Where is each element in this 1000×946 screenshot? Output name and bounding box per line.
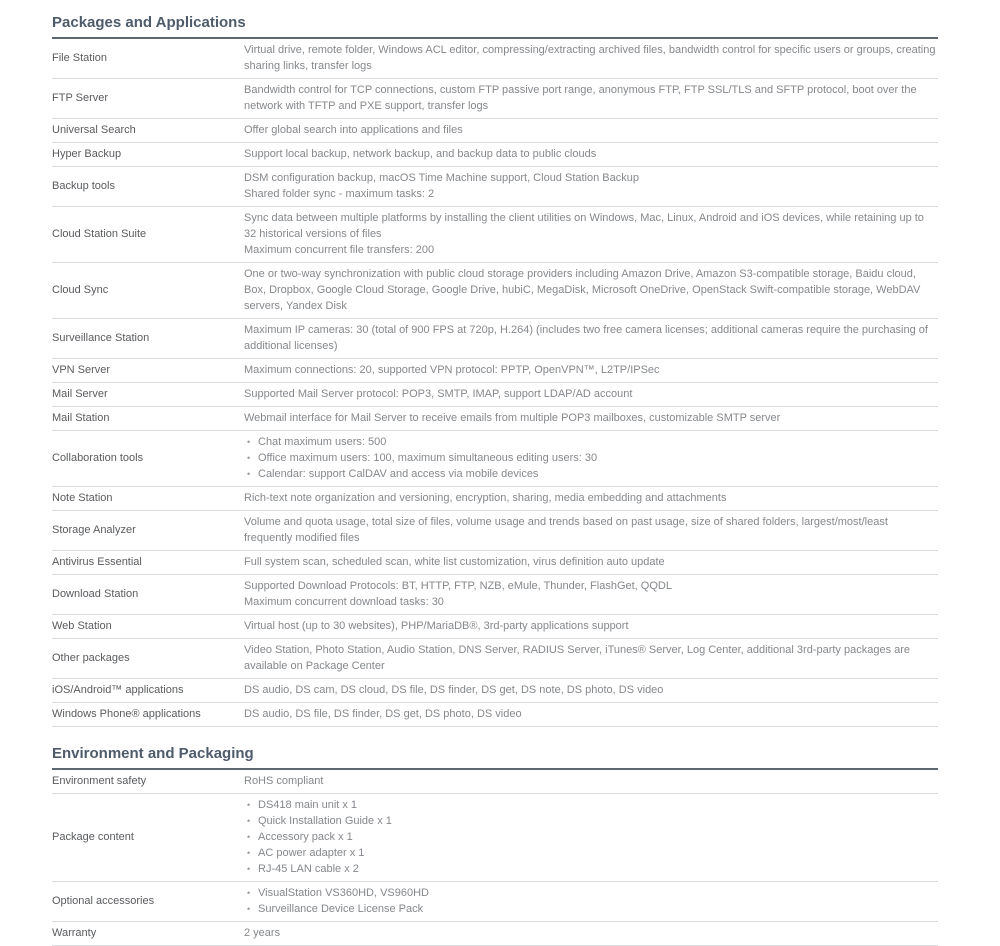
spec-row-label: Note Station: [52, 491, 113, 504]
spec-row-value: [244, 513, 938, 547]
spec-row-label: Universal Search: [52, 123, 136, 136]
spec-row: [52, 770, 938, 794]
bullet-list: [244, 434, 936, 482]
spec-row-label: Package content: [52, 830, 134, 843]
spec-row-value: [244, 385, 938, 403]
spec-row-label: Storage Analyzer: [52, 523, 136, 536]
value-line: Maximum concurrent download tasks: 30: [244, 596, 444, 608]
spec-row-value: [244, 681, 938, 699]
bullet-text: AC power adapter x 1: [258, 847, 365, 859]
spec-row-label: FTP Server: [52, 91, 109, 104]
bullet-icon: •: [247, 864, 251, 874]
spec-row: [52, 575, 938, 615]
spec-row-label: Other packages: [52, 651, 130, 664]
value-line: Volume and quota usage, total size of files, volume usage and trends based on past usage, size of shared folders, largest/most/least frequently modified files: [244, 516, 888, 544]
value-line: Offer global search into applications and files: [244, 124, 463, 136]
bullet-text: Chat maximum users: 500: [258, 436, 387, 448]
spec-row-label: Hyper Backup: [52, 147, 122, 160]
value-line: Shared folder sync - maximum tasks: 2: [244, 188, 435, 200]
spec-row: [52, 319, 938, 359]
spec-table: [52, 37, 938, 727]
bullet-item: [244, 901, 936, 917]
spec-row-label: iOS/Android™ applications: [52, 683, 184, 696]
spec-row: [52, 615, 938, 639]
bullet-icon: •: [247, 904, 251, 914]
spec-row: [52, 487, 938, 511]
bullet-item: [244, 434, 936, 450]
spec-row-value: [244, 924, 938, 942]
spec-row: [52, 407, 938, 431]
spec-row-value: [244, 489, 938, 507]
bullet-icon: •: [247, 816, 251, 826]
spec-row-label: File Station: [52, 51, 108, 64]
spec-row-label: Backup tools: [52, 179, 115, 192]
spec-row-value: [244, 169, 938, 203]
spec-row-label: Surveillance Station: [52, 331, 150, 344]
spec-row-label: Web Station: [52, 619, 112, 632]
spec-row: [52, 639, 938, 679]
bullet-text: Calendar: support CalDAV and access via mobile devices: [258, 468, 539, 480]
spec-row-label: Optional accessories: [52, 894, 155, 907]
bullet-icon: •: [247, 453, 251, 463]
bullet-text: Office maximum users: 100, maximum simultaneous editing users: 30: [258, 452, 598, 464]
value-line: Maximum IP cameras: 30 (total of 900 FPS at 720p, H.264) (includes two free camera licenses; additional cameras require the purchasing of additional licenses): [244, 324, 928, 352]
spec-row-label: Warranty: [52, 926, 97, 939]
spec-row-label: Environment safety: [52, 774, 147, 787]
spec-row-value: [244, 145, 938, 163]
spec-row: [52, 39, 938, 79]
spec-row: [52, 882, 938, 922]
value-line: Bandwidth control for TCP connections, custom FTP passive port range, anonymous FTP, FTP SSL/TLS and SFTP protocol, boot over the network with TFTP and PXE support, transfer logs: [244, 84, 917, 112]
spec-row: [52, 794, 938, 882]
value-line: Maximum concurrent file transfers: 200: [244, 244, 435, 256]
spec-row: [52, 263, 938, 319]
value-line: Video Station, Photo Station, Audio Station, DNS Server, RADIUS Server, iTunes® Server, Log Center, additional 3rd-party packages are available on Package Center: [244, 644, 911, 672]
value-line: DSM configuration backup, macOS Time Machine support, Cloud Station Backup: [244, 172, 639, 184]
value-line: Rich-text note organization and versioning, encryption, sharing, media embedding and attachments: [244, 492, 727, 504]
spec-row-value: [244, 884, 938, 918]
spec-row-value: [244, 321, 938, 355]
bullet-text: Surveillance Device License Pack: [258, 903, 424, 915]
spec-row-value: [244, 772, 938, 790]
spec-row: [52, 679, 938, 703]
bullet-text: Accessory pack x 1: [258, 831, 353, 843]
spec-row-value: [244, 705, 938, 723]
spec-row-label: Collaboration tools: [52, 451, 144, 464]
value-line: RoHS compliant: [244, 775, 324, 787]
spec-row: [52, 511, 938, 551]
spec-row-value: [244, 553, 938, 571]
bullet-item: [244, 450, 936, 466]
bullet-item: [244, 845, 936, 861]
bullet-text: DS418 main unit x 1: [258, 799, 358, 811]
value-line: DS audio, DS cam, DS cloud, DS file, DS finder, DS get, DS note, DS photo, DS video: [244, 684, 664, 696]
spec-row-value: [244, 409, 938, 427]
value-line: Virtual host (up to 30 websites), PHP/MariaDB®, 3rd-party applications support: [244, 620, 629, 632]
spec-row: [52, 167, 938, 207]
bullet-icon: •: [247, 832, 251, 842]
section-title: Environment and Packaging: [52, 745, 254, 762]
spec-row-label: Cloud Sync: [52, 283, 109, 296]
spec-row-value: [244, 81, 938, 115]
spec-row-label: VPN Server: [52, 363, 111, 376]
spec-row-value: [244, 617, 938, 635]
spec-row: [52, 551, 938, 575]
spec-row-value: [244, 577, 938, 611]
spec-row-value: [244, 361, 938, 379]
value-line: 2 years: [244, 927, 281, 939]
spec-row: [52, 79, 938, 119]
spec-row-value: [244, 796, 938, 878]
spec-row: [52, 119, 938, 143]
spec-row-value: [244, 641, 938, 675]
value-line: Maximum connections: 20, supported VPN protocol: PPTP, OpenVPN™, L2TP/IPSec: [244, 364, 660, 376]
value-line: Support local backup, network backup, and backup data to public clouds: [244, 148, 597, 160]
bullet-icon: •: [247, 437, 251, 447]
bullet-item: [244, 466, 936, 482]
bullet-text: RJ-45 LAN cable x 2: [258, 863, 359, 875]
section-packages-and-applications: [52, 13, 938, 727]
spec-row-label: Windows Phone® applications: [52, 707, 201, 720]
bullet-item: [244, 797, 936, 813]
spec-row-value: [244, 121, 938, 139]
bullet-icon: •: [247, 888, 251, 898]
value-line: Full system scan, scheduled scan, white list customization, virus definition auto update: [244, 556, 665, 568]
bullet-item: [244, 829, 936, 845]
spec-row-value: [244, 433, 938, 483]
spec-row: [52, 143, 938, 167]
spec-row: [52, 431, 938, 487]
spec-row: [52, 359, 938, 383]
bullet-icon: •: [247, 848, 251, 858]
value-line: One or two-way synchronization with public cloud storage providers including Amazon Drive, Amazon S3-compatible storage, Baidu cloud, Box, Dropbox, Google Cloud Storage, Google Drive, hubiC, MegaDisk, Microsoft OneDrive, OpenStack Swift-compatible storage, WebDAV servers, Yandex Disk: [244, 268, 921, 312]
spec-table: [52, 768, 938, 946]
value-line: Sync data between multiple platforms by installing the client utilities on Windows, Mac, Linux, Android and iOS devices, while retaining up to 32 historical versions of files: [244, 212, 924, 240]
spec-row: [52, 703, 938, 727]
bullet-list: [244, 797, 936, 877]
spec-row-value: [244, 265, 938, 315]
bullet-icon: •: [247, 469, 251, 479]
bullet-list: [244, 885, 936, 917]
bullet-text: Quick Installation Guide x 1: [258, 815, 392, 827]
spec-row-label: Antivirus Essential: [52, 555, 142, 568]
spec-row: [52, 383, 938, 407]
spec-row: [52, 207, 938, 263]
spec-row-label: Mail Station: [52, 411, 110, 424]
value-line: Virtual drive, remote folder, Windows ACL editor, compressing/extracting archived files, bandwidth control for specific users or groups, creating sharing links, transfer logs: [244, 44, 936, 72]
spec-row-label: Cloud Station Suite: [52, 227, 147, 240]
bullet-icon: •: [247, 800, 251, 810]
bullet-item: [244, 861, 936, 877]
spec-row: [52, 922, 938, 946]
value-line: DS audio, DS file, DS finder, DS get, DS photo, DS video: [244, 708, 522, 720]
value-line: Supported Download Protocols: BT, HTTP, FTP, NZB, eMule, Thunder, FlashGet, QQDL: [244, 580, 672, 592]
bullet-text: VisualStation VS360HD, VS960HD: [258, 887, 430, 899]
spec-row-label: Download Station: [52, 587, 139, 600]
bullet-item: [244, 813, 936, 829]
section-environment-and-packaging: [52, 744, 938, 946]
spec-row-value: [244, 41, 938, 75]
section-title: Packages and Applications: [52, 14, 246, 31]
spec-row-value: [244, 209, 938, 259]
value-line: Webmail interface for Mail Server to receive emails from multiple POP3 mailboxes, customizable SMTP server: [244, 412, 781, 424]
spec-row-label: Mail Server: [52, 387, 108, 400]
value-line: Supported Mail Server protocol: POP3, SMTP, IMAP, support LDAP/AD account: [244, 388, 633, 400]
